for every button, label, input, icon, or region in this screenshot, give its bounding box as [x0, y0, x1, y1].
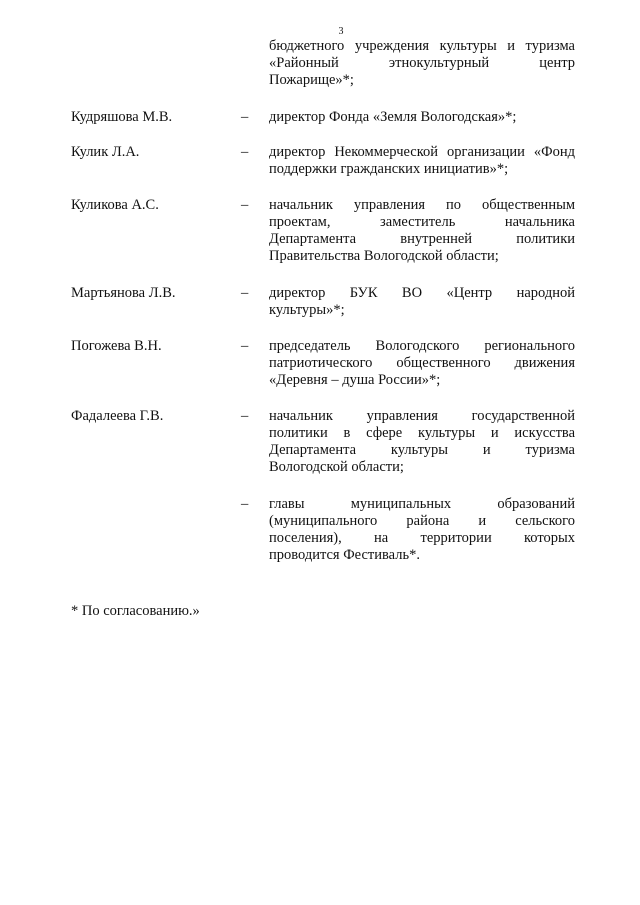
member-name: Мартьянова Л.В.	[71, 285, 176, 301]
description-line: проектам, заместитель начальника	[269, 214, 575, 230]
member-position	[269, 285, 575, 319]
description-line: главы муниципальных образований	[269, 496, 575, 512]
dash-separator: –	[241, 338, 249, 354]
description-line: Правительства Вологодской области;	[269, 248, 499, 264]
description-line: патриотического общественного движения	[269, 355, 575, 371]
description-line: культуры»*;	[269, 302, 345, 318]
member-name: Кулик Л.А.	[71, 144, 140, 160]
continuation-description	[269, 38, 575, 89]
description-line: директор БУК ВО «Центр народной	[269, 285, 575, 301]
description-line: Пожарище»*;	[269, 72, 354, 88]
member-position	[269, 408, 575, 476]
page-number: 3	[338, 26, 344, 37]
member-name: Фадалеева Г.В.	[71, 408, 164, 424]
member-name: Куликова А.С.	[71, 197, 159, 213]
member-position	[269, 338, 575, 389]
member-position	[269, 197, 575, 265]
description-line: проводится Фестиваль*.	[269, 547, 420, 563]
dash-separator: –	[241, 109, 249, 125]
description-line: председатель Вологодского регионального	[269, 338, 575, 354]
description-line: Департамента внутренней политики	[269, 231, 575, 247]
description-line: поддержки гражданских инициатив»*;	[269, 161, 509, 177]
member-name: Кудряшова М.В.	[71, 109, 173, 125]
dash-separator: –	[241, 285, 249, 301]
description-line: бюджетного учреждения культуры и туризма	[269, 38, 575, 54]
description-line: директор Фонда «Земля Вологодская»*;	[269, 109, 517, 125]
member-position	[269, 109, 575, 126]
description-line: начальник управления по общественным	[269, 197, 575, 213]
description-line: начальник управления государственной	[269, 408, 575, 424]
dash-separator: –	[241, 197, 249, 213]
dash-separator: –	[241, 144, 249, 160]
member-position	[269, 144, 575, 178]
dash-separator: –	[241, 408, 249, 424]
description-line: директор Некоммерческой организации «Фонд	[269, 144, 575, 160]
description-line: (муниципального района и сельского	[269, 513, 575, 529]
description-line: «Деревня – душа России»*;	[269, 372, 441, 388]
description-line: Департамента культуры и туризма	[269, 442, 575, 458]
member-name: Погожева В.Н.	[71, 338, 162, 354]
member-position	[269, 496, 575, 564]
description-line: Вологодской области;	[269, 459, 404, 475]
dash-separator: –	[241, 496, 249, 512]
description-line: «Районный этнокультурный центр	[269, 55, 575, 71]
description-line: политики в сфере культуры и искусства	[269, 425, 575, 441]
footnote: * По согласованию.»	[71, 603, 200, 619]
description-line: поселения), на территории которых	[269, 530, 575, 546]
